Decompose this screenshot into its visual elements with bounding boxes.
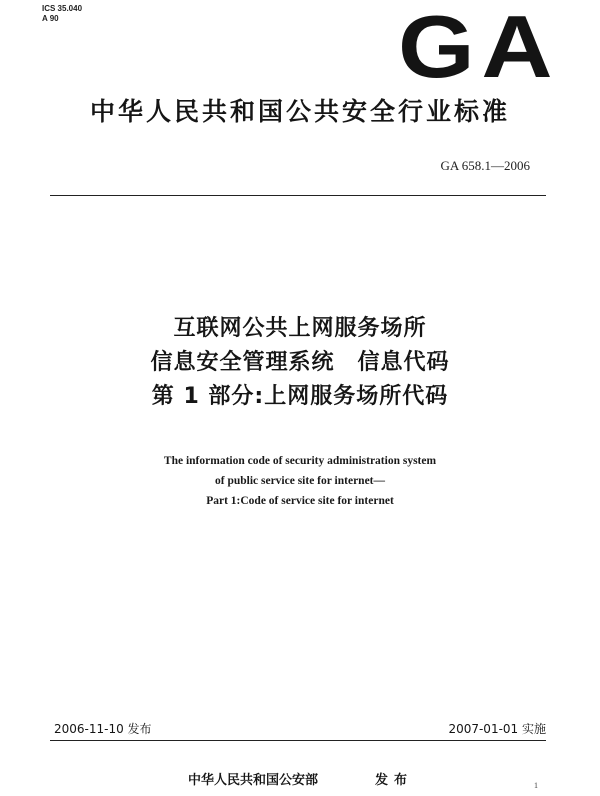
chinese-title-line-2: 信息安全管理系统 信息代码: [150, 350, 450, 375]
issuing-authority: 中华人民共和国公安部: [188, 773, 319, 788]
english-title-line-1: The information code of security administration system: [163, 455, 437, 467]
top-divider: [50, 195, 546, 196]
issuing-action: 发布: [375, 773, 414, 788]
chinese-title: [0, 312, 600, 414]
english-title: [0, 451, 600, 511]
implementation-date: 2007-01-01 实施: [448, 722, 546, 736]
english-title-line-2: of public service site for internet—: [214, 475, 385, 487]
ga-logo: GA: [398, 0, 560, 96]
english-title-line-3: Part 1:Code of service site for internet: [206, 495, 394, 507]
bottom-divider: [50, 740, 546, 741]
issue-date: 2006-11-10 发布: [54, 722, 152, 736]
ics-code: ICS 35.040: [42, 4, 83, 13]
page-number: 1: [534, 781, 538, 790]
classification-codes: [42, 4, 82, 24]
standard-code: GA 658.1—2006: [440, 158, 530, 173]
chinese-title-line-3: 第 1 部分:上网服务场所代码: [151, 384, 449, 409]
standard-name: 中华人民共和国公共安全行业标准: [89, 97, 510, 126]
ccs-code: A 90: [42, 14, 59, 23]
chinese-title-line-1: 互联网公共上网服务场所: [173, 316, 427, 341]
